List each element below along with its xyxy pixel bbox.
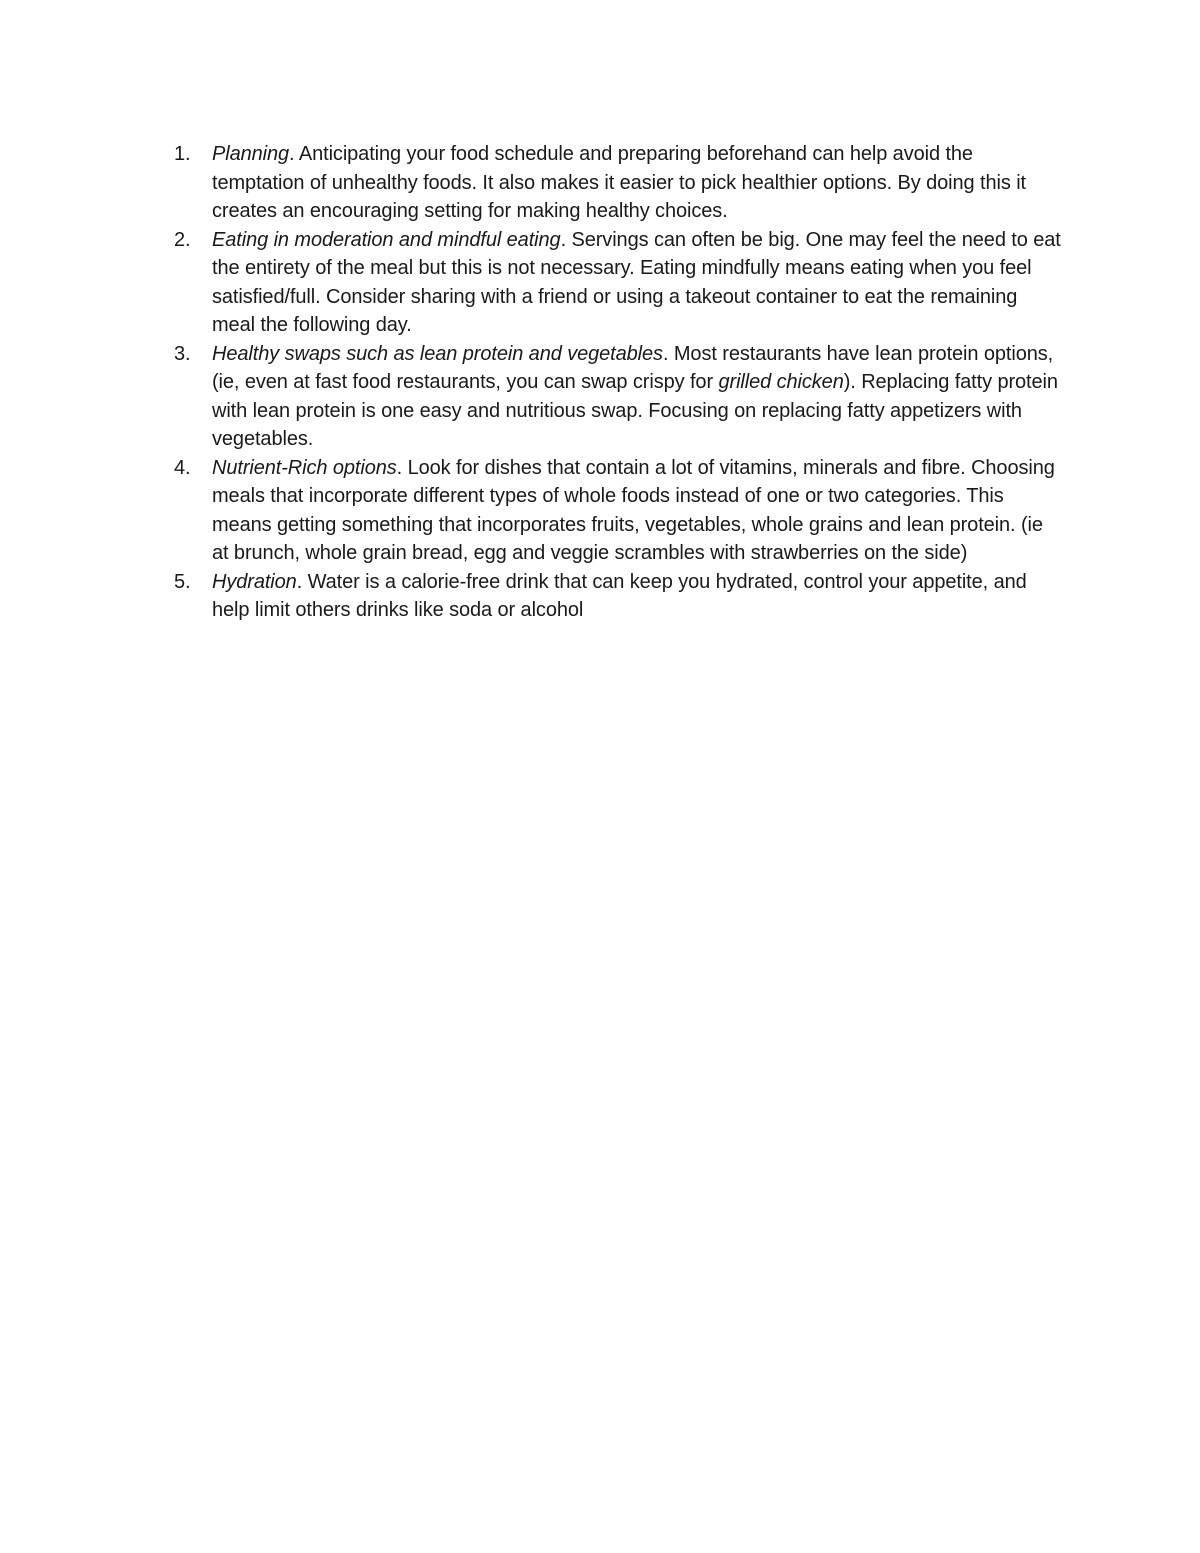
item-text: . Look for dishes that contain a lot of vitamins, minerals and fibre. Choosing meals that incorporate different types of whole foods instead of one or two categories. This means getting something that incorporates fruits, vegetables, whole grains and lean protein. (ie at brunch, whole grain bread, egg and veggie scrambles with strawberries on the side) [212,456,1055,564]
item-title: Planning [212,143,290,165]
list-item [174,226,1064,340]
item-number: 1. [174,143,191,165]
item-title: Eating in moderation and mindful eating [212,228,561,251]
list-item [174,454,1064,568]
item-number: 3. [174,342,191,365]
item-emphasis: grilled chicken [718,371,844,393]
item-number: 4. [174,456,191,479]
list-item [174,340,1064,454]
item-text: . Water is a calorie-free drink that can keep you hydrated, control your appetite, and help limit others drinks like soda or alcohol [212,570,1027,621]
list-item [174,568,1064,625]
item-title: Healthy swaps such as lean protein and vegetables [212,342,663,365]
tips-list [174,140,1064,625]
item-text: ). Replacing fatty protein with lean protein is one easy and nutritious swap. Focusing on replacing fatty appetizers with vegetables. [212,371,1058,450]
item-title: Hydration [212,570,297,593]
item-text: . Servings can often be big. One may feel the need to eat the entirety of the meal but this is not necessary. Eating mindfully means eating when you feel satisfied/full. Consider sharing with a friend or using a takeout container to eat the remaining meal the following day. [212,228,1061,336]
item-number: 5. [174,570,191,593]
item-text: . Most restaurants have lean protein options, (ie, even at fast food restaurants, you can swap crispy for [212,342,1054,393]
list-item [174,140,1064,226]
item-number: 2. [174,228,191,251]
item-text: . Anticipating your food schedule and preparing beforehand can help avoid the temptation of unhealthy foods. It also makes it easier to pick healthier options. By doing this it creates an encouraging setting for making healthy choices. [212,143,1026,222]
item-title: Nutrient-Rich options [212,456,397,479]
